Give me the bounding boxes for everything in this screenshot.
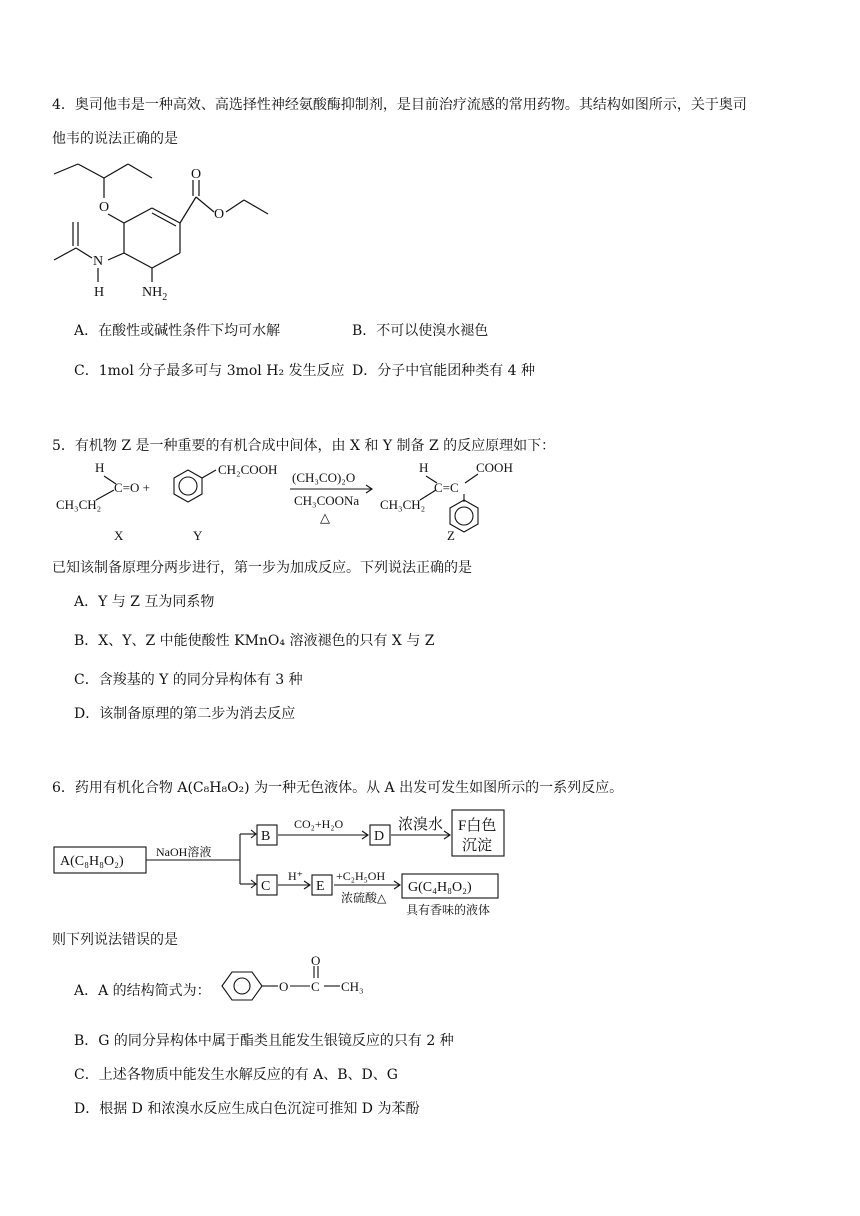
q4-option-d[interactable]: D．分子中官能团种类有 4 种 [352,363,536,379]
q6-flow-br: 浓溴水 [398,817,444,833]
q6-flow-etoh: +C₂H₅OH [336,869,386,883]
q5-option-a[interactable]: A．Y 与 Z 互为同系物 [74,594,215,610]
q5-cond-top: (CH₃CO)₂O [292,470,356,485]
q5-label-y: Y [193,528,203,543]
q5-stem: 5．有机物 Z 是一种重要的有机合成中间体，由 X 和 Y 制备 Z 的反应原理如下： [52,438,556,454]
q6-option-d[interactable]: D．根据 D 和浓溴水反应生成白色沉淀可推知 D 为苯酚 [74,1101,420,1117]
q5-y-ch2cooh: CH₂COOH [218,462,278,477]
q6-a-ether-o: O [279,979,289,994]
q5-z-cooh: COOH [476,460,513,475]
q5-z-h: H [419,460,429,475]
q4-h: H [94,285,105,300]
q6-a-c: C [311,979,320,994]
q5-option-d[interactable]: D．该制备原理的第二步为消去反应 [74,706,296,722]
q6-flow-d: D [374,829,385,844]
q4-o-ether: O [99,200,110,215]
q6-flow-co2: CO₂+H₂O [294,817,344,831]
q5-reaction-scheme [50,456,550,548]
q6-flow-h2so4: 浓硫酸△ [341,891,387,905]
q4-o-ester: O [214,207,225,222]
q5-x-co: C=O + [114,480,150,495]
q6-option-c[interactable]: C．上述各物质中能发生水解反应的有 A、B、D、G [74,1067,398,1083]
q5-label-z: Z [447,528,455,543]
q6-flow-b: B [261,829,271,844]
q4-o-carbonyl: O [191,167,202,182]
q4-option-a[interactable]: A．在酸性或碱性条件下均可水解 [74,323,281,339]
q6-flow-g: G(C₄H₈O₂) [408,880,472,895]
q5-z-ch3ch2: CH₃CH₂ [380,497,426,512]
q5-x-ch3ch2: CH₃CH₂ [56,497,102,512]
q6-flow-e: E [316,879,325,894]
q6-a-carbonyl-o: O [311,954,321,968]
q6-flow-h: H⁺ [288,869,303,883]
q4-stem-line2: 他韦的说法正确的是 [52,131,178,147]
q5-note: 已知该制备原理分两步进行，第一步为加成反应。下列说法正确的是 [52,560,472,576]
q6-flow-f2: 沉淀 [462,838,493,854]
q6-flow-g-note: 具有香味的液体 [406,903,491,917]
q4-n: N [93,254,104,269]
q6-question: 则下列说法错误的是 [52,932,178,948]
q6-option-b[interactable]: B．G 的同分异构体中属于酯类且能发生银镜反应的只有 2 种 [74,1033,454,1049]
q5-cond-mid: CH₃COONa [294,493,360,508]
q6-reaction-flow [50,804,530,922]
q5-label-x: X [114,528,124,543]
q6-stem: 6．药用有机化合物 A(C₈H₈O₂) 为一种无色液体。从 A 出发可发生如图所示的一系列反应。 [52,780,624,796]
q4-option-c[interactable]: C．1mol 分子最多可与 3mol H₂ 发生反应 [74,363,345,379]
q6-option-a-prefix[interactable]: A．A 的结构简式为： [74,983,211,999]
q5-option-b[interactable]: B．X、Y、Z 中能使酸性 KMnO₄ 溶液褪色的只有 X 与 Z [74,633,435,649]
q4-oseltamivir-structure [48,160,288,305]
q6-flow-a: A(C₈H₈O₂) [60,854,124,869]
q4-nh2: $NH_2$ [142,285,168,303]
q6-flow-naoh: NaOH溶液 [156,845,212,859]
q4-option-b[interactable]: B．不可以使溴水褪色 [352,323,489,339]
q6-flow-c: C [261,879,271,894]
q6-a-ch3: CH₃ [341,979,364,994]
q5-x-h: H [95,460,105,475]
q6-option-a-structure [216,954,376,1008]
q5-cond-bot: △ [320,510,330,525]
q5-option-c[interactable]: C．含羧基的 Y 的同分异构体有 3 种 [74,672,303,688]
q4-stem-line1: 4．奥司他韦是一种高效、高选择性神经氨酸酶抑制剂，是目前治疗流感的常用药物。其结构如图所示，关于奥司 [52,97,747,113]
q5-z-cc: C=C [434,480,459,495]
q6-flow-f1: F白色 [458,818,497,834]
